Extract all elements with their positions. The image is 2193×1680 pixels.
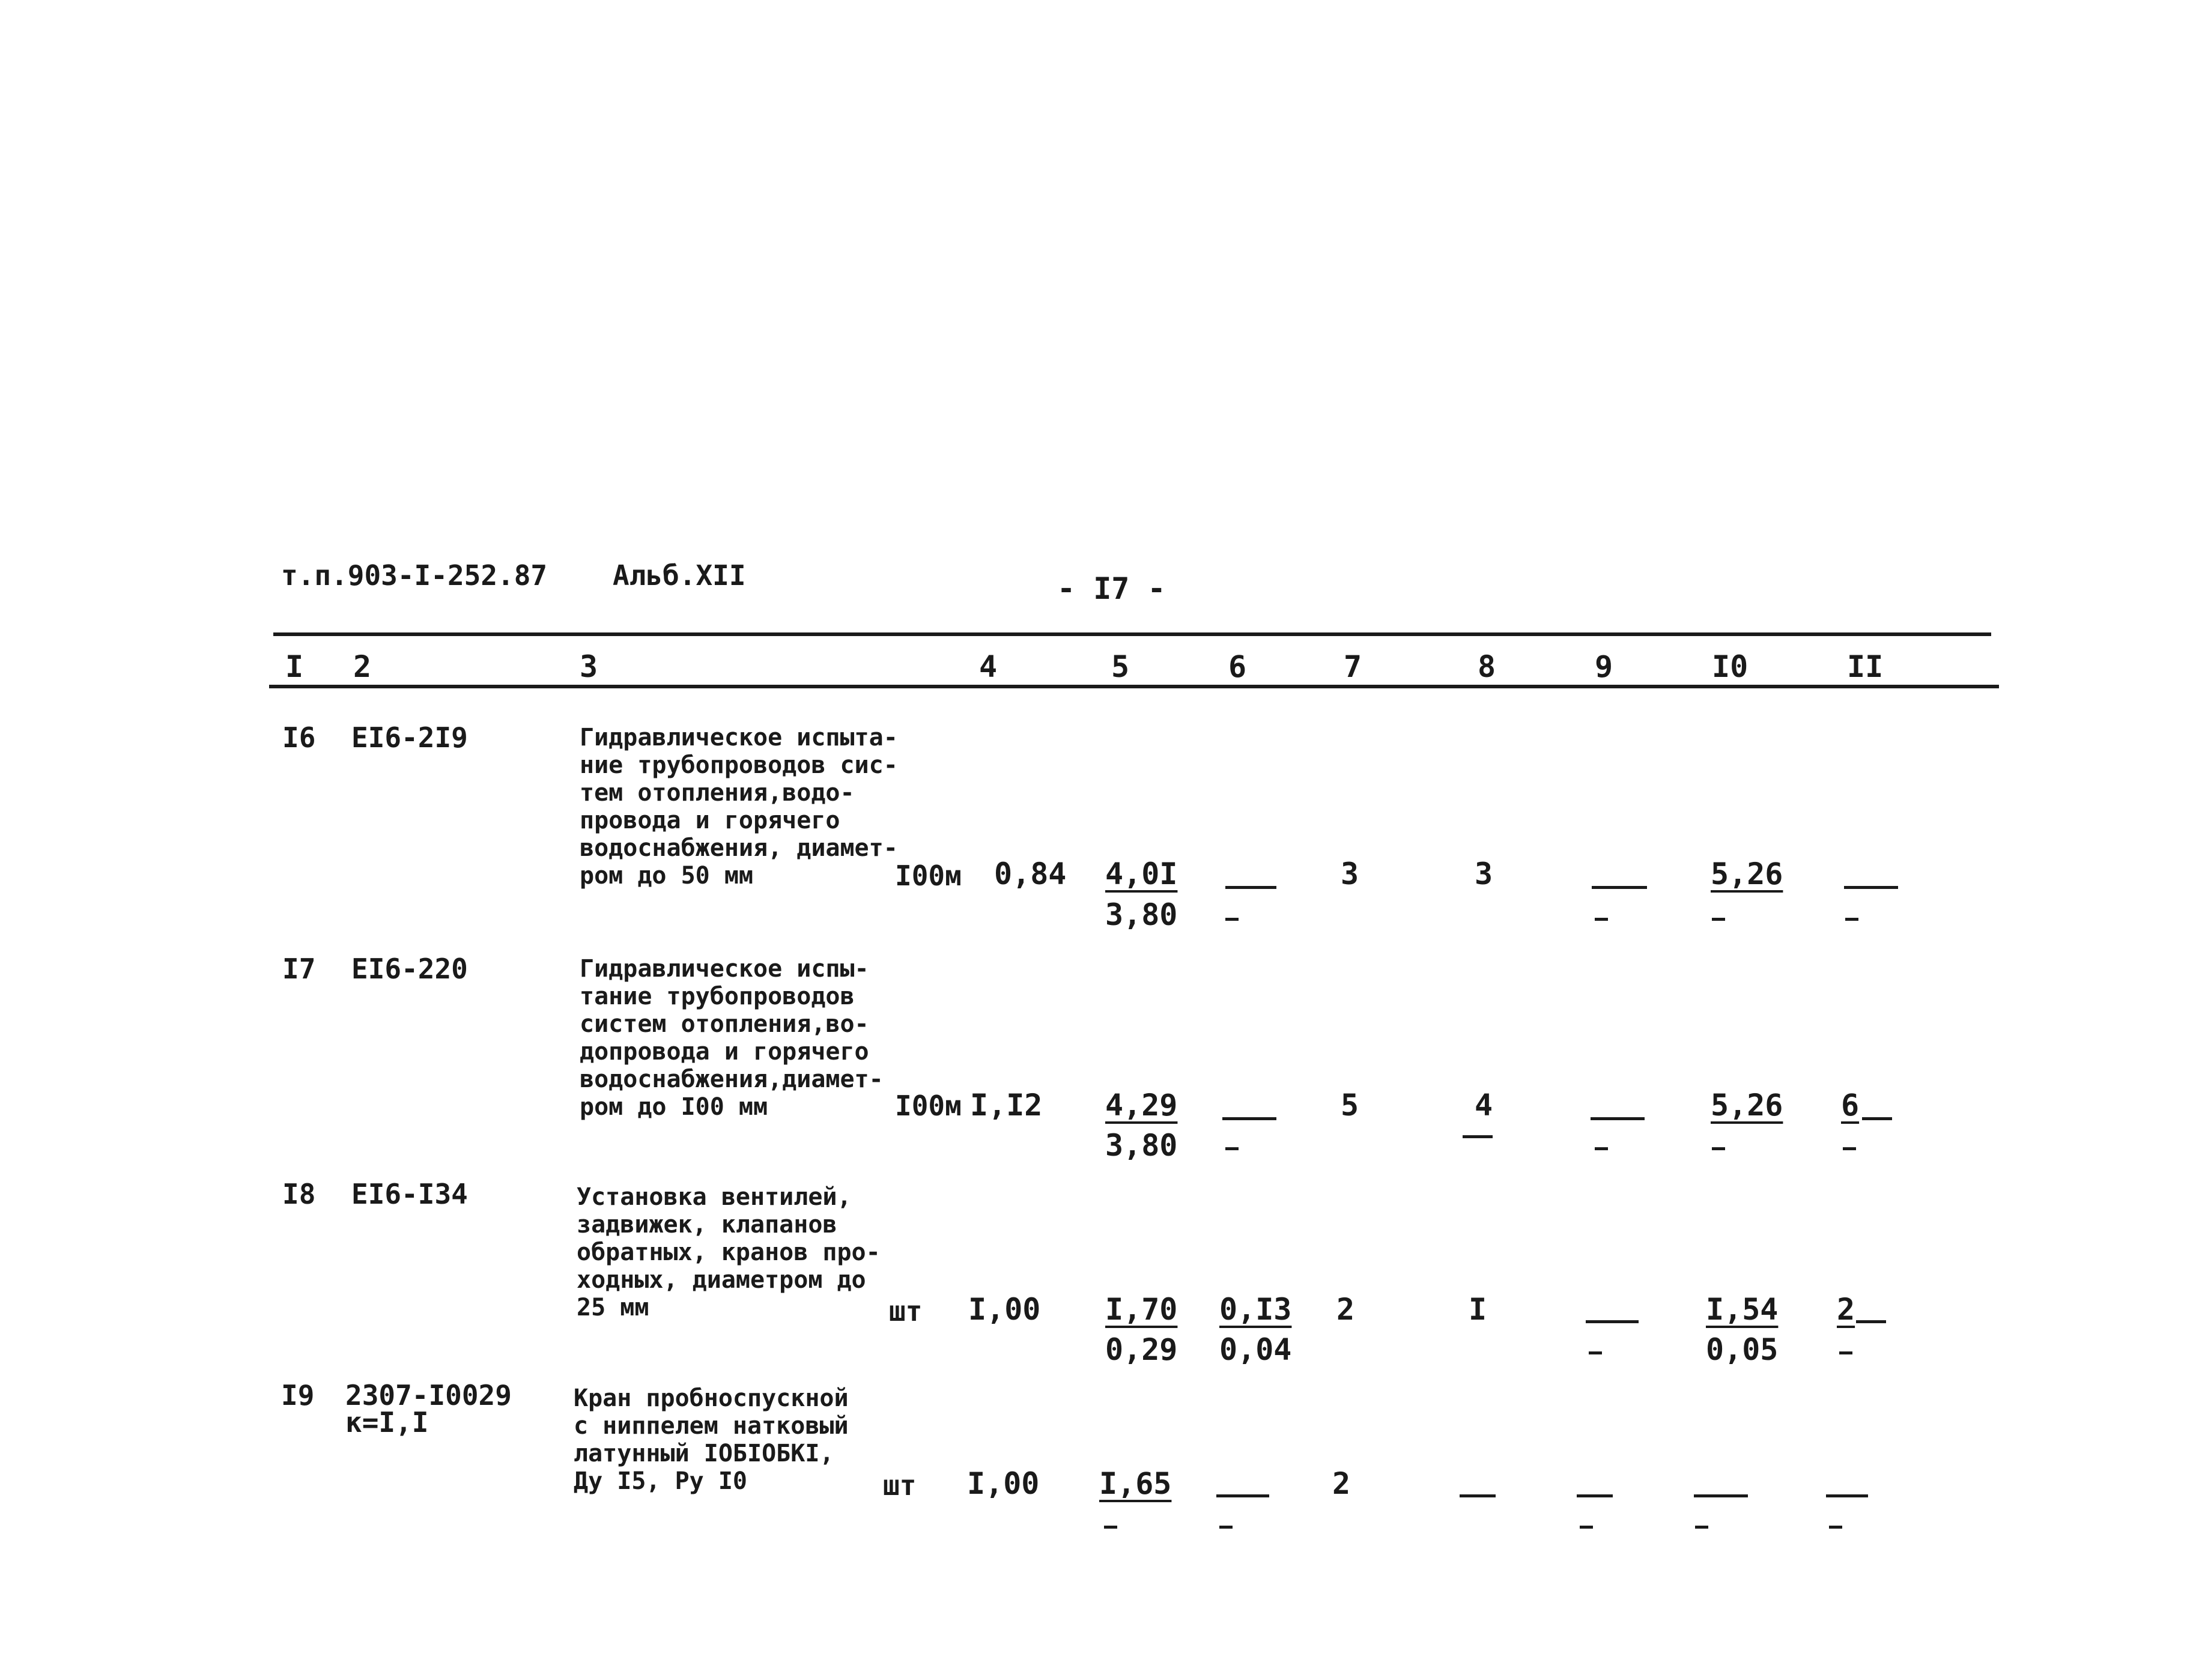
col8-dash-bottom	[1463, 1135, 1493, 1138]
column-header-10: I0	[1712, 649, 1749, 684]
column-header-5: 5	[1111, 649, 1130, 684]
col5-value-bottom: 3,80	[1105, 897, 1178, 932]
col5-value-bottom: 3,80	[1105, 1128, 1178, 1163]
row-code: ЕI6-I34	[351, 1178, 468, 1210]
col7-value: 2	[1336, 1292, 1355, 1327]
row-code-coefficient: к=I,I	[345, 1406, 429, 1439]
col6-dash-bottom	[1225, 918, 1239, 921]
col5-value-bottom: 0,29	[1105, 1332, 1178, 1367]
col11-dash-top	[1826, 1494, 1868, 1497]
col6-dash-top	[1216, 1494, 1269, 1497]
col11-dash-tail	[1862, 1117, 1892, 1120]
col11-dash-bottom	[1843, 1147, 1856, 1150]
col5-value-top: I,70	[1105, 1292, 1178, 1327]
col8-dash-top	[1460, 1494, 1496, 1497]
row-unit: I00м	[895, 1090, 962, 1122]
row-number: I9	[281, 1379, 315, 1412]
col10-dash-bottom	[1695, 1526, 1708, 1529]
col9-dash-bottom	[1595, 1147, 1608, 1150]
col10-value-top: 5,26	[1711, 857, 1783, 891]
row-code: ЕI6-2I9	[351, 721, 468, 754]
row-number: I6	[282, 721, 316, 754]
col7-value: 3	[1341, 857, 1359, 891]
row-description: Кран пробноспускной с ниппелем натковый латунный IОБIОБКI, Ду I5, Ру I0	[574, 1384, 849, 1495]
col5-dash-bottom	[1104, 1526, 1117, 1529]
row-description: Гидравлическое испыта- ние трубопроводов сис- тем отопления,водо- провода и горячего водоснабжения, диамет- ром до 50 мм	[580, 724, 898, 890]
page-number: - I7 -	[1057, 571, 1166, 606]
col10-value-bottom: 0,05	[1706, 1332, 1779, 1367]
row-quantity: 0,84	[994, 857, 1067, 891]
column-header-6: 6	[1228, 649, 1247, 684]
col8-value: 4	[1475, 1088, 1493, 1123]
row-description: Гидравлическое испы- тание трубопроводов систем отопления,во- допровода и горячего водоснабжения,диамет- ром до I00 мм	[580, 955, 884, 1121]
col10-dash-top	[1694, 1494, 1748, 1497]
col10-dash-bottom	[1712, 918, 1725, 921]
col9-dash-bottom	[1580, 1526, 1593, 1529]
col11-dash-tail	[1856, 1320, 1886, 1323]
col5-value-top: I,65	[1099, 1466, 1172, 1501]
row-unit: I00м	[895, 860, 962, 892]
col6-value-bottom: 0,04	[1219, 1332, 1292, 1367]
row-quantity: I,I2	[970, 1088, 1043, 1123]
col6-dash-top	[1225, 886, 1276, 889]
row-code: 2307-I0029	[345, 1379, 512, 1412]
column-header-2: 2	[353, 649, 372, 684]
column-header-8: 8	[1478, 649, 1496, 684]
column-header-3: 3	[580, 649, 598, 684]
column-header-1: I	[285, 649, 304, 684]
col7-value: 5	[1341, 1088, 1359, 1123]
col5-value-top: 4,29	[1105, 1088, 1178, 1123]
col11-value-top: 2	[1837, 1292, 1855, 1327]
row-unit: шт	[889, 1295, 923, 1327]
col8-value: 3	[1475, 857, 1493, 891]
col9-dash-top	[1592, 886, 1647, 889]
col11-dash-bottom	[1845, 918, 1858, 921]
table-top-rule	[273, 632, 1991, 636]
col9-dash-bottom	[1595, 918, 1608, 921]
col6-dash-top	[1222, 1117, 1276, 1120]
col6-value-top: 0,I3	[1219, 1292, 1292, 1327]
col6-dash-bottom	[1219, 1526, 1233, 1529]
col5-value-top: 4,0I	[1105, 857, 1178, 891]
row-number: I8	[282, 1178, 316, 1210]
column-header-7: 7	[1344, 649, 1362, 684]
col11-dash-bottom	[1839, 1351, 1852, 1354]
col9-dash-top	[1577, 1494, 1613, 1497]
col10-dash-bottom	[1712, 1147, 1725, 1150]
row-quantity: I,00	[967, 1466, 1040, 1501]
row-code: ЕI6-220	[351, 953, 468, 985]
row-quantity: I,00	[968, 1292, 1041, 1327]
column-header-11: II	[1847, 649, 1884, 684]
row-number: I7	[282, 953, 316, 985]
row-unit: шт	[883, 1469, 917, 1502]
album-number: Альб.XII	[613, 559, 746, 592]
document-code: т.п.903-I-252.87	[281, 559, 548, 592]
column-header-4: 4	[979, 649, 998, 684]
col10-value-top: 5,26	[1711, 1088, 1783, 1123]
table-header-rule	[269, 685, 1999, 688]
col9-dash-top	[1591, 1117, 1645, 1120]
col6-dash-bottom	[1225, 1147, 1239, 1150]
col11-dash-bottom	[1829, 1526, 1842, 1529]
col9-dash-bottom	[1589, 1351, 1602, 1354]
column-header-9: 9	[1595, 649, 1613, 684]
col10-value-top: I,54	[1706, 1292, 1779, 1327]
col8-value: I	[1469, 1292, 1487, 1327]
col9-dash-top	[1586, 1320, 1639, 1323]
col11-dash-top	[1844, 886, 1898, 889]
col11-value-top: 6	[1841, 1088, 1860, 1123]
row-description: Установка вентилей, задвижек, клапанов обратных, кранов про- ходных, диаметром до 25 мм	[577, 1183, 881, 1321]
col7-value: 2	[1332, 1466, 1351, 1501]
